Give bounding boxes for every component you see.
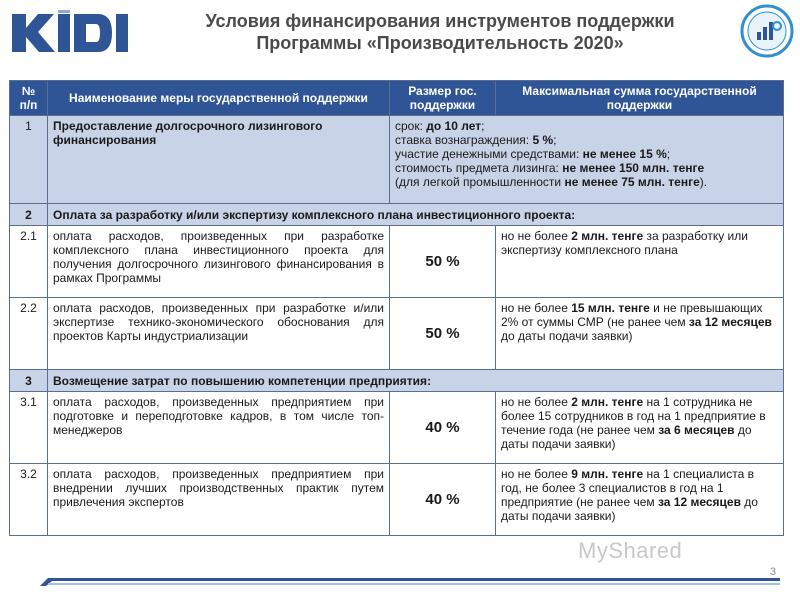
col-header-name: Наименование меры государственной поддержки	[48, 81, 390, 116]
measure-description: оплата расходов, произведенных при разработке комплексного плана инвестиционного проекта для получения долгосрочного лизингового финансирования в рамках Программы	[48, 226, 390, 298]
section-num: 2	[10, 204, 48, 226]
term-line: ставка вознаграждения: 5 %;	[395, 133, 557, 147]
row-num: 2.2	[10, 298, 48, 370]
title-line-2: Программы «Производительность 2020»	[256, 33, 624, 53]
support-percent: 50 %	[390, 298, 496, 370]
max-amount: но не более 2 млн. тенге за разработку или экспертизу комплексного плана	[496, 226, 784, 298]
program-emblem-icon	[740, 4, 794, 58]
col-header-max: Максимальная сумма государственной поддержки	[496, 81, 784, 116]
section-title: Возмещение затрат по повышению компетенции предприятия:	[48, 370, 784, 392]
title-line-1: Условия финансирования инструментов поддержки	[205, 11, 675, 31]
col-header-size: Размер гос. поддержки	[390, 81, 496, 116]
term-line: участие денежными средствами: не менее 15 %;	[395, 147, 671, 161]
term-line: (для легкой промышленности не менее 75 млн. тенге).	[395, 175, 708, 189]
max-amount: но не более 9 млн. тенге на 1 специалиста в год, не более 3 специалистов в год на 1 предприятие (не ранее чем за 12 месяцев до даты подачи заявки)	[496, 464, 784, 536]
measure-description: оплата расходов, произведенных при разработке и/или экспертизе технико-экономического обоснования для проектов Карты индустриализации	[48, 298, 390, 370]
max-amount: но не более 2 млн. тенге на 1 сотрудника не более 15 сотрудников в год на 1 предприятие в течение года (не ранее чем за 6 месяцев до даты подачи заявки)	[496, 392, 784, 464]
section-row-2	[10, 204, 784, 226]
table-row-3-2	[10, 464, 784, 536]
table-header-row	[10, 81, 784, 116]
term-line: срок: до 10 лет;	[395, 119, 485, 133]
support-percent: 40 %	[390, 464, 496, 536]
kidi-logo	[8, 10, 148, 56]
row-num: 1	[10, 116, 48, 204]
measure-description: оплата расходов, произведенных предприятием при подготовке и переподготовке кадров, в том числе топ-менеджеров	[48, 392, 390, 464]
leasing-terms	[390, 116, 784, 204]
table-row-3-1	[10, 392, 784, 464]
table-row-1	[10, 116, 784, 204]
page-number: 3	[769, 566, 776, 578]
row-num: 3.1	[10, 392, 48, 464]
section-title: Оплата за разработку и/или экспертизу комплексного плана инвестиционного проекта:	[48, 204, 784, 226]
support-percent: 50 %	[390, 226, 496, 298]
bottom-divider	[40, 578, 780, 586]
row-num: 3.2	[10, 464, 48, 536]
support-percent: 40 %	[390, 392, 496, 464]
table-row-2-2	[10, 298, 784, 370]
measure-name: Предоставление долгосрочного лизингового финансирования	[48, 116, 390, 204]
row-num: 2.1	[10, 226, 48, 298]
watermark: MyShared	[578, 538, 683, 563]
col-header-num: № п/п	[10, 81, 48, 116]
measure-description: оплата расходов, произведенных предприятием при внедрении лучших производственных практик путем привлечения экспертов	[48, 464, 390, 536]
table-row-2-1	[10, 226, 784, 298]
term-line: стоимость предмета лизинга: не менее 150 млн. тенге	[395, 161, 705, 175]
page-title	[160, 10, 720, 54]
support-conditions-table	[9, 80, 784, 536]
section-num: 3	[10, 370, 48, 392]
section-row-3	[10, 370, 784, 392]
max-amount: но не более 15 млн. тенге и не превышающих 2% от суммы СМР (не ранее чем за 12 месяцев до даты подачи заявки)	[496, 298, 784, 370]
